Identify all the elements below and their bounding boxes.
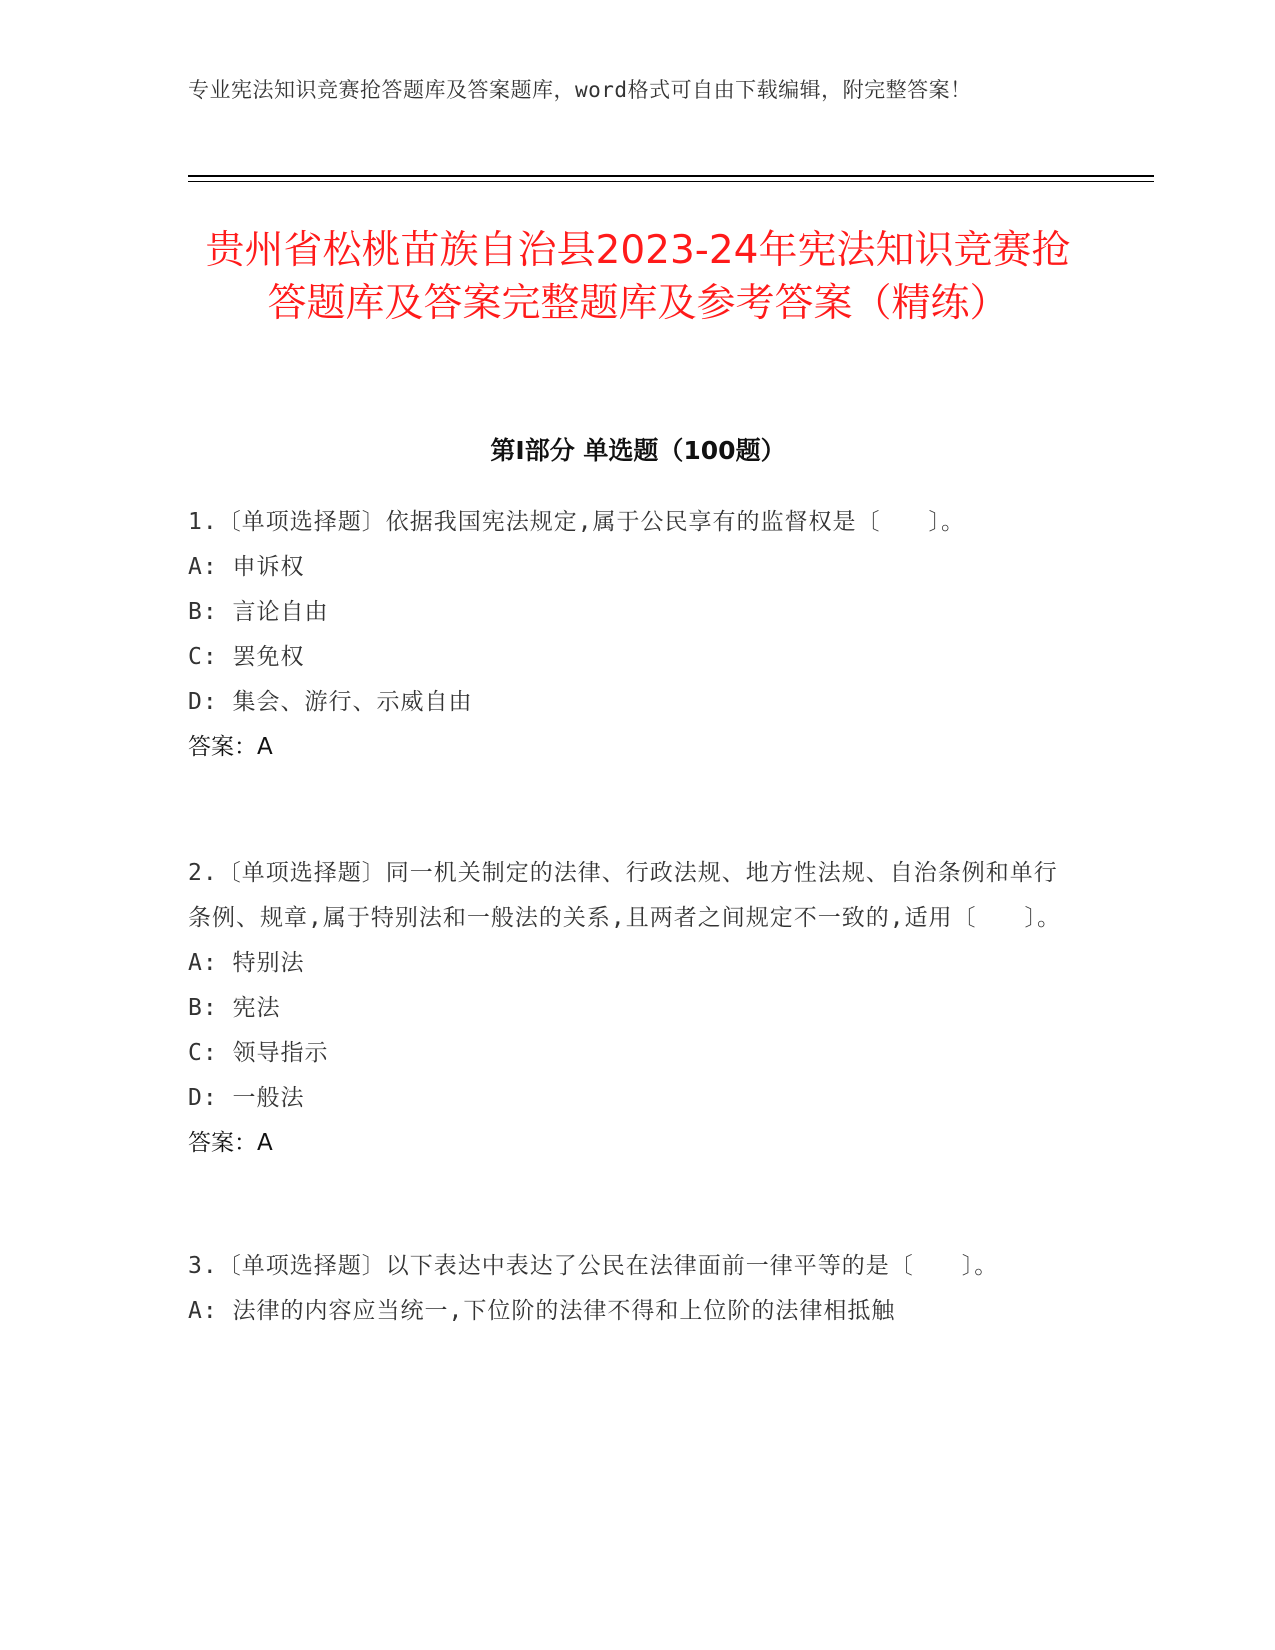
option-c: C: 领导指示: [188, 1040, 329, 1066]
option-a: A: 法律的内容应当统一,下位阶的法律不得和上位阶的法律相抵触: [188, 1298, 896, 1324]
answer-line: 答案：A: [188, 1130, 273, 1156]
option-b: B: 言论自由: [188, 599, 329, 625]
question-1: [188, 500, 1068, 770]
question-stem: 2.〔单项选择题〕同一机关制定的法律、行政法规、地方性法规、自治条例和单行条例、规章,属于特别法和一般法的关系,且两者之间规定不一致的,适用〔 〕。: [188, 860, 1062, 931]
document-title: 贵州省松桃苗族自治县2023-24年宪法知识竞赛抢答题库及答案完整题库及参考答案（精练）: [205, 228, 1071, 326]
option-b: B: 宪法: [188, 995, 281, 1021]
option-a: A: 特别法: [188, 950, 305, 976]
section-title: 第Ⅰ部分 单选题（100题）: [490, 436, 786, 465]
header-rule-thin: [188, 181, 1154, 182]
question-2: [188, 851, 1068, 1166]
option-a: A: 申诉权: [188, 554, 305, 580]
question-stem: 1.〔单项选择题〕依据我国宪法规定,属于公民享有的监督权是〔 〕。: [188, 509, 966, 535]
question-3: [188, 1244, 1068, 1334]
option-d: D: 集会、游行、示威自由: [188, 689, 473, 715]
answer-line: 答案：A: [188, 734, 273, 760]
header-rule-thick: [188, 175, 1154, 177]
header-note: 专业宪法知识竞赛抢答题库及答案题库，word格式可自由下载编辑，附完整答案！: [188, 78, 972, 102]
question-stem: 3.〔单项选择题〕以下表达中表达了公民在法律面前一律平等的是〔 〕。: [188, 1253, 999, 1279]
option-d: D: 一般法: [188, 1085, 305, 1111]
option-c: C: 罢免权: [188, 644, 305, 670]
